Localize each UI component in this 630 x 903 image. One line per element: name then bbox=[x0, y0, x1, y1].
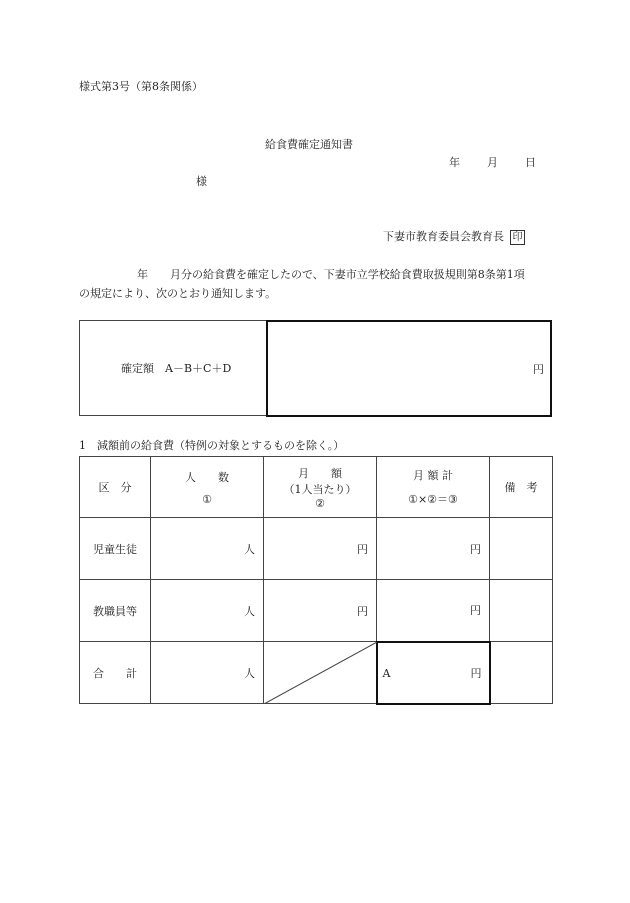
header-monthly-label: 月 額 bbox=[298, 466, 342, 480]
monthly-cell[interactable]: 円 bbox=[264, 518, 377, 580]
recipient-suffix: 様 bbox=[196, 175, 207, 188]
date-day: 日 bbox=[525, 156, 536, 169]
table-row bbox=[80, 518, 553, 580]
seal-mark: 印 bbox=[510, 230, 525, 245]
diagonal-line bbox=[264, 642, 377, 704]
document-title: 給食費確定通知書 bbox=[265, 138, 353, 151]
people-cell[interactable]: 人 bbox=[151, 580, 264, 642]
date-month: 月 bbox=[487, 156, 498, 169]
remarks-cell[interactable] bbox=[490, 642, 553, 704]
remarks-cell[interactable] bbox=[490, 518, 553, 580]
issuer-name: 下妻市教育委員会教育長 bbox=[383, 230, 504, 243]
confirm-unit: 円 bbox=[533, 363, 544, 376]
total-a-unit: 円 bbox=[470, 666, 482, 680]
date-year: 年 bbox=[449, 156, 460, 169]
form-number: 様式第3号（第8条関係） bbox=[79, 80, 203, 93]
total-people-cell[interactable]: 人 bbox=[151, 642, 264, 704]
total-row-label: 合 計 bbox=[80, 642, 151, 704]
header-monthly bbox=[264, 457, 377, 518]
row-label: 児童生徒 bbox=[80, 518, 151, 580]
total-cell[interactable]: 円 bbox=[377, 518, 490, 580]
body-year: 年 bbox=[137, 268, 148, 281]
remarks-cell[interactable] bbox=[490, 580, 553, 642]
body-line-2: の規定により、次のとおり通知します。 bbox=[79, 287, 277, 300]
header-total-label: 月 額 計 bbox=[413, 469, 453, 482]
people-cell[interactable]: 人 bbox=[151, 518, 264, 580]
header-people-num: ① bbox=[202, 492, 212, 506]
total-row bbox=[80, 642, 553, 704]
header-total-formula: ①×②＝③ bbox=[408, 493, 458, 506]
confirm-label-cell bbox=[79, 320, 267, 416]
section1-heading: 1 減額前の給食費（特例の対象とするものを除く。） bbox=[79, 439, 345, 452]
diagonal-blank-cell bbox=[264, 642, 377, 704]
issuer bbox=[383, 230, 525, 245]
body-line-1-text: 月分の給食費を確定したので、下妻市立学校給食費取扱規則第8条第1項 bbox=[170, 268, 525, 281]
monthly-cell[interactable]: 円 bbox=[264, 580, 377, 642]
header-monthly-num: ② bbox=[315, 496, 325, 510]
confirm-label: 確定額 A－B＋C＋D bbox=[121, 362, 232, 375]
total-a-cell[interactable] bbox=[377, 642, 490, 704]
body-line-1 bbox=[137, 268, 525, 282]
table-row bbox=[80, 580, 553, 642]
header-remarks: 備 考 bbox=[490, 457, 553, 518]
total-a-prefix: A bbox=[382, 666, 391, 680]
header-monthly-sub: （1人当たり） bbox=[283, 482, 357, 496]
total-cell[interactable]: 円 bbox=[377, 580, 490, 642]
header-category: 区 分 bbox=[80, 457, 151, 518]
row-label: 教職員等 bbox=[80, 580, 151, 642]
confirm-amount-field[interactable] bbox=[266, 320, 552, 417]
header-people-label: 人 数 bbox=[185, 470, 229, 484]
section1-table bbox=[79, 456, 553, 705]
header-total bbox=[377, 457, 490, 518]
header-people bbox=[151, 457, 264, 518]
